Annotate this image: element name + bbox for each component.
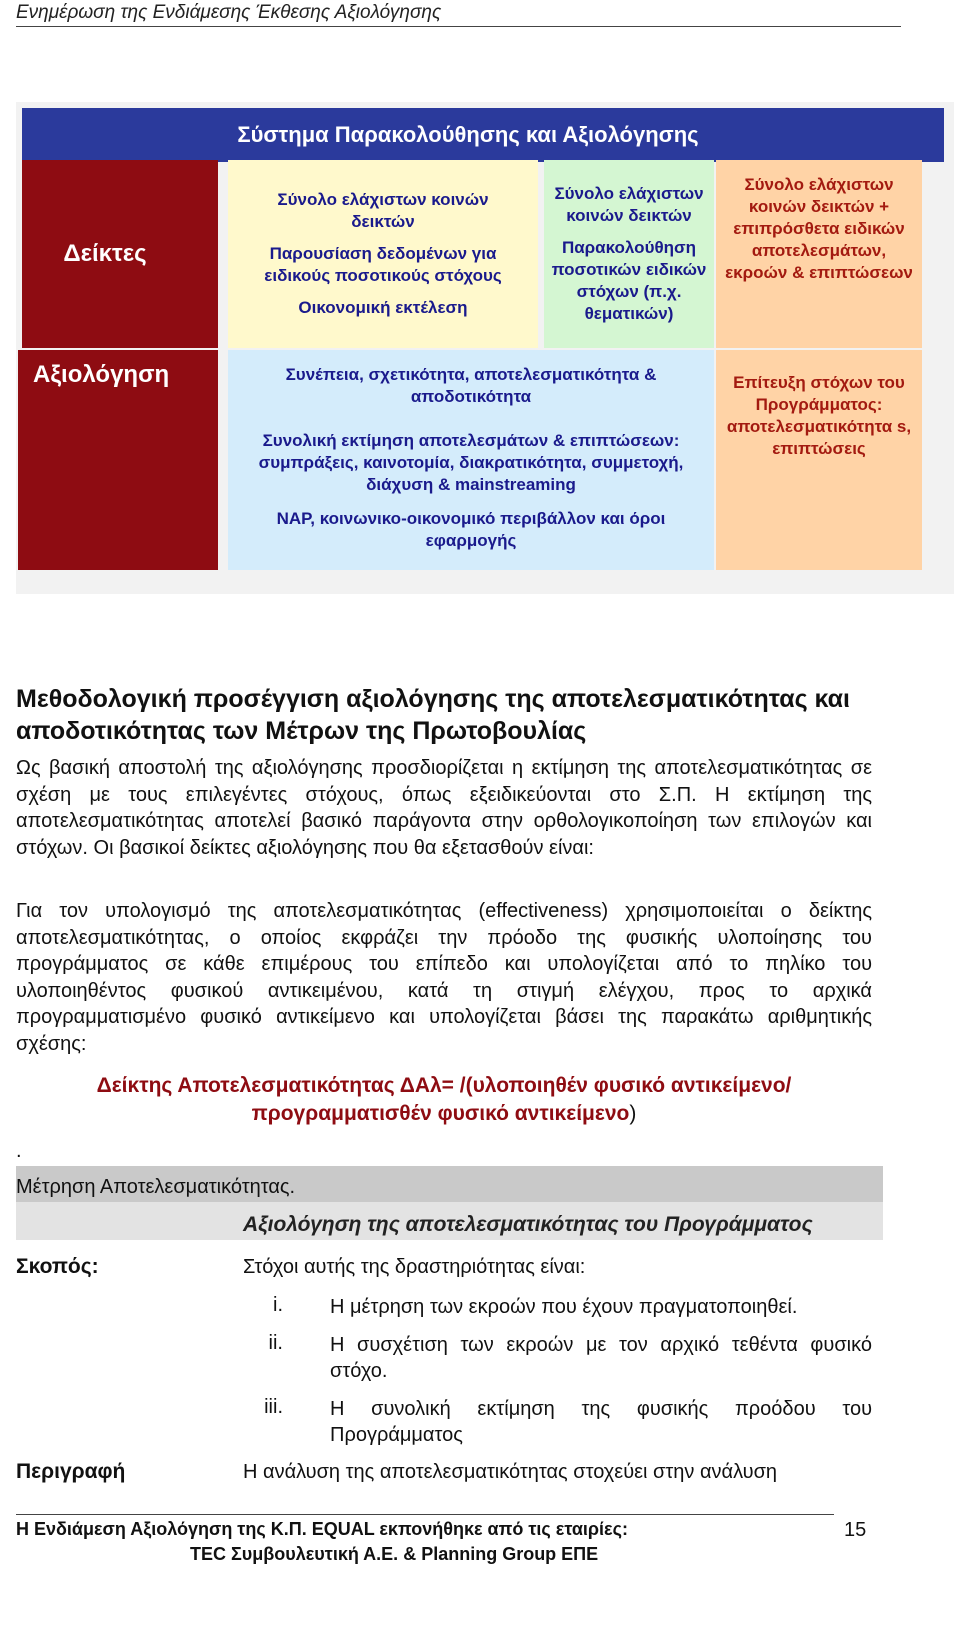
- yellow-line-2: Παρουσίαση δεδομένων για ειδικούς ποσοτικούς στόχους: [264, 244, 502, 285]
- indicators-row-label: Δείκτες: [22, 160, 218, 348]
- item-3-text: Η συνολική εκτίμηση της φυσικής προόδου του Προγράμματος: [330, 1398, 872, 1446]
- formula-line-1: Δείκτης Αποτελεσματικότητας ΔΑλ= /(υλοποιηθέν φυσικό αντικείμενο/: [96, 1074, 792, 1097]
- stray-dot: .: [16, 1140, 22, 1162]
- blue-cell: [228, 350, 714, 570]
- description-label: Περιγραφή: [16, 1460, 126, 1483]
- footer-line-2: TEC Συμβουλευτική Α.Ε. & Planning Group ΕΠΕ: [190, 1544, 599, 1564]
- item-1-number: i.: [273, 1294, 283, 1316]
- measurement-title: Μέτρηση Αποτελεσματικότητας.: [16, 1176, 296, 1198]
- paragraph-1: Ως βασική αποστολή της αξιολόγησης προσδιορίζεται η εκτίμηση της αποτελεσματικότητας σε σχέση με τους επιλεγέντες στόχους, όπως εξειδικεύονται στο Σ.Π. Η εκτίμηση της αποτελεσματικότητας αποτελεί βασικό παράγοντα στην ορθολογικοποίηση των επιλογών και στόχων. Οι βασικοί δείκτες αξιολόγησης που θα εξετασθούν είναι:: [16, 757, 872, 859]
- purpose-label: Σκοπός:: [16, 1255, 99, 1278]
- blue-line-2: Συνολική εκτίμηση αποτελεσμάτων & επιπτώσεων: συμπράξεις, καινοτομία, διακρατικότητα, συμμετοχή, διάχυση & mainstreaming: [258, 431, 684, 494]
- effectiveness-formula: [16, 1072, 872, 1128]
- footer-rule: [16, 1514, 834, 1515]
- running-header: Ενημέρωση της Ενδιάμεσης Έκθεσης Αξιολόγησης: [16, 2, 442, 23]
- yellow-line-1: Σύνολο ελάχιστων κοινών δεικτών: [277, 190, 489, 231]
- measurement-subtitle: Αξιολόγηση της αποτελεσματικότητας του Προγράμματος: [243, 1213, 813, 1236]
- formula-line-2: προγραμματισθέν φυσικό αντικείμενο): [251, 1102, 637, 1125]
- orange-bottom-cell: [716, 350, 922, 570]
- page-number: 15: [844, 1519, 867, 1541]
- monitoring-evaluation-diagram: [16, 102, 954, 594]
- item-3-number: iii.: [264, 1396, 283, 1418]
- diagram-title-bar: [22, 108, 944, 162]
- purpose-intro: Στόχοι αυτής της δραστηριότητας είναι:: [243, 1256, 586, 1278]
- paragraph-2: Για τον υπολογισμό της αποτελεσματικότητας (effectiveness) χρησιμοποιείται ο δείκτης αποτελεσματικότητας, ο οποίος εκφράζει την πρόοδο της φυσικής υλοποίησης του προγράμματος σε κάθε επιμέρους του επίπεδο και υπολογίζεται από το πηλίκο του υλοποιηθέντος φυσικού αντικειμένου, κατά τη στιγμή ελέγχου, προς το αρχικά προγραμματισμένο φυσικό αντικείμενο και υπολογίζεται βάσει της παρακάτω αριθμητικής σχέσης:: [16, 900, 872, 1055]
- blue-line-1: Συνέπεια, σχετικότητα, αποτελεσματικότητα & αποδοτικότητα: [285, 365, 657, 406]
- blue-line-3: NAP, κοινωνικο-οικονομικό περιβάλλον και όροι εφαρμογής: [276, 509, 666, 550]
- description-text: Η ανάλυση της αποτελεσματικότητας στοχεύει στην ανάλυση: [243, 1461, 778, 1483]
- evaluation-row-label: Αξιολόγηση: [18, 350, 218, 570]
- yellow-cell: [228, 160, 538, 348]
- yellow-line-3: Οικονομική εκτέλεση: [298, 298, 468, 317]
- orange-top-cell: [716, 160, 922, 348]
- section-heading: Μεθοδολογική προσέγγιση αξιολόγησης της αποτελεσματικότητας και αποδοτικότητας των Μέτρων της Πρωτοβουλίας: [16, 685, 850, 745]
- green-line-1: Σύνολο ελάχιστων κοινών δεικτών: [554, 184, 704, 225]
- orange-bottom-text: Επίτευξη στόχων του Προγράμματος: αποτελεσματικότητα s, επιπτώσεις: [726, 373, 912, 458]
- green-cell: [544, 160, 714, 348]
- footer-line-1: Η Ενδιάμεση Αξιολόγηση της Κ.Π. EQUAL εκπονήθηκε από τις εταιρίες:: [16, 1519, 628, 1539]
- item-1-text: Η μέτρηση των εκροών που έχουν πραγματοποιηθεί.: [330, 1296, 798, 1318]
- item-2-text: Η συσχέτιση των εκροών με τον αρχικό τεθέντα φυσικό στόχο.: [330, 1334, 872, 1382]
- diagram-title: Σύστημα Παρακολούθησης και Αξιολόγησης: [237, 122, 699, 147]
- item-2-number: ii.: [268, 1332, 283, 1354]
- green-line-2: Παρακολούθηση ποσοτικών ειδικών στόχων (π.χ. θεματικών): [551, 238, 707, 323]
- header-rule: [16, 26, 901, 27]
- orange-top-text: Σύνολο ελάχιστων κοινών δεικτών + επιπρόσθετα ειδικών αποτελεσμάτων, εκροών & επιπτώσεων: [725, 175, 913, 282]
